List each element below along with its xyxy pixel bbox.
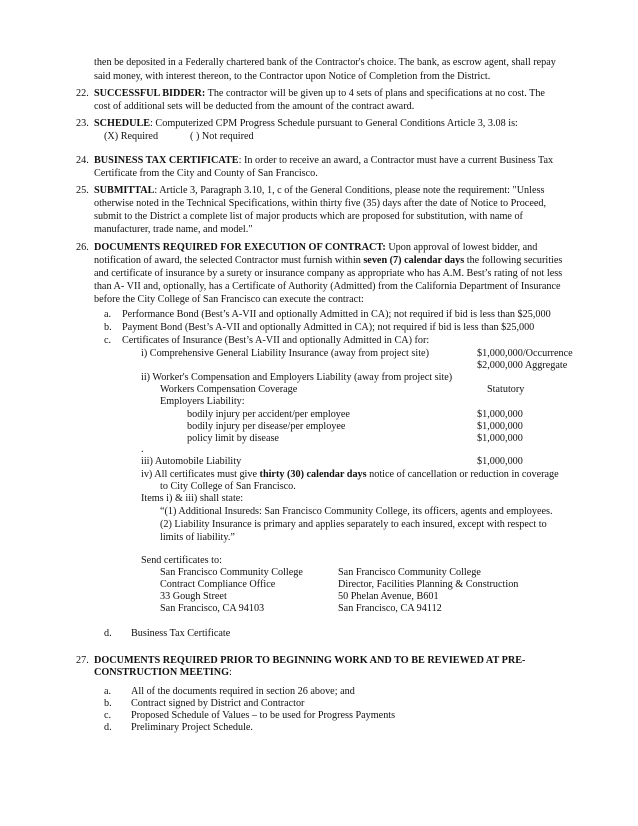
coverage-amount: $1,000,000 <box>477 433 523 444</box>
section-title: CONSTRUCTION MEETING <box>94 667 230 678</box>
item-text: Contract signed by District and Contractor <box>131 698 305 709</box>
item-letter: b. <box>104 322 112 333</box>
section-title: DOCUMENTS REQUIRED PRIOR TO BEGINNING WORK AND TO BE REVIEWED AT PRE- <box>94 655 526 666</box>
section-27-line <box>94 667 232 679</box>
coverage-amount: Statutory <box>487 384 525 395</box>
item-text: Certificates of Insurance (Best’s A-VII and optionally Admitted in CA) for: <box>122 335 430 346</box>
section-24-line <box>94 155 553 167</box>
address-right: San Francisco, CA 94112 <box>338 603 442 614</box>
section-25-line: submit to the District a complete list of major products which are proposed for substitution, with name of <box>94 211 523 222</box>
insurance-item: iii) Automobile Liability <box>141 456 242 467</box>
intro-line: said money, with interest thereon, to the Contractor upon Notice of Completion from the District. <box>94 71 491 82</box>
item-letter: c. <box>104 335 112 346</box>
insurance-amount: $1,000,000/Occurrence <box>477 348 573 359</box>
send-to-label: Send certificates to: <box>141 555 222 566</box>
item-letter: d. <box>104 628 112 639</box>
section-25-line: otherwise noted in the Technical Specifications, within thirty five (35) days after the date of Notice to Proceed, <box>94 198 547 209</box>
section-text: The contractor will be given up to 4 sets of plans and specifications at no cost. The <box>205 88 545 99</box>
address-left: San Francisco Community College <box>160 567 303 578</box>
item-text: Payment Bond (Best’s A-VII and optionally Admitted in CA); not required if bid is less than $25,000 <box>122 322 535 333</box>
section-23-line <box>94 118 518 130</box>
section-26-line: than A- VII and, optionally, has a Certificate of Authority (Admitted) from the California Department of Insurance <box>94 281 561 292</box>
insurance-item: ii) Worker's Compensation and Employers Liability (away from project site) <box>141 372 453 383</box>
emphasis-text: thirty (30) calendar days <box>259 469 367 480</box>
item-text: notice of cancellation or reduction in coverage <box>366 469 559 480</box>
section-text: notification of award, the selected Contractor must furnish within <box>94 255 364 266</box>
option-required: (X) Required <box>104 131 159 142</box>
section-number: 22. <box>76 88 89 99</box>
section-title: BUSINESS TAX CERTIFICATE <box>94 155 239 166</box>
section-26-line <box>94 242 537 254</box>
section-text: : Computerized CPM Progress Schedule pursuant to General Conditions Article 3, 3.08 is: <box>150 118 518 129</box>
section-number: 23. <box>76 118 89 129</box>
coverage-label: Employers Liability: <box>160 396 245 407</box>
emphasis-text: seven (7) calendar days <box>363 255 465 266</box>
section-text: : <box>229 667 232 678</box>
item-text: Proposed Schedule of Values – to be used for Progress Payments <box>131 710 396 721</box>
section-title: SCHEDULE <box>94 118 151 129</box>
section-number: 27. <box>76 655 89 666</box>
section-title: DOCUMENTS REQUIRED FOR EXECUTION OF CONTRACT: <box>94 242 386 253</box>
section-22-line <box>94 88 545 100</box>
address-left: 33 Gough Street <box>160 591 227 602</box>
section-27-line <box>94 655 525 667</box>
item-text: All of the documents required in section 26 above; and <box>131 686 355 697</box>
insurance-item: to City College of San Francisco. <box>160 481 296 492</box>
insured-quote: “(1) Additional Insureds: San Francisco Community College, its officers, agents and employees. <box>160 506 553 517</box>
item-text: Performance Bond (Best’s A-VII and optionally Admitted in CA); not required if bid is less than $25,000 <box>122 309 551 320</box>
address-right: Director, Facilities Planning & Construction <box>338 579 519 590</box>
item-letter: d. <box>104 722 112 733</box>
item-text: iv) All certificates must give <box>141 469 260 480</box>
address-right: San Francisco Community College <box>338 567 481 578</box>
coverage-label: bodily injury per accident/per employee <box>187 409 350 420</box>
section-26-line <box>94 255 562 267</box>
item-text: Business Tax Certificate <box>131 628 231 639</box>
section-text: : In order to receive an award, a Contractor must have a current Business Tax <box>238 155 554 166</box>
coverage-label: bodily injury per disease/per employee <box>187 421 346 432</box>
section-26-line: and certificate of insurance by a surety or insurance company as appropriate who has A.M. Best’s rating of not less <box>94 268 563 279</box>
section-text: the following securities <box>464 255 563 266</box>
insurance-amount: $1,000,000 <box>477 456 523 467</box>
option-not-required: ( ) Not required <box>190 131 254 142</box>
section-25-line: manufacturer, trade name, and model." <box>94 224 253 235</box>
section-22-line: cost of additional sets will be deducted from the amount of the contract award. <box>94 101 415 112</box>
section-number: 26. <box>76 242 89 253</box>
section-number: 24. <box>76 155 89 166</box>
section-24-line: Certificate from the City and County of San Francisco. <box>94 168 318 179</box>
coverage-amount: $1,000,000 <box>477 409 523 420</box>
stray-dot: . <box>141 444 144 455</box>
coverage-label: policy limit by disease <box>187 433 279 444</box>
address-left: San Francisco, CA 94103 <box>160 603 265 614</box>
section-26-line: before the City College of San Francisco can execute the contract: <box>94 294 364 305</box>
section-title: SUCCESSFUL BIDDER: <box>94 88 206 99</box>
address-left: Contract Compliance Office <box>160 579 276 590</box>
section-number: 25. <box>76 185 89 196</box>
insurance-item: i) Comprehensive General Liability Insurance (away from project site) <box>141 348 429 359</box>
item-text: Preliminary Project Schedule. <box>131 722 253 733</box>
insurance-item <box>141 469 559 481</box>
coverage-amount: $1,000,000 <box>477 421 523 432</box>
item-letter: a. <box>104 309 112 320</box>
section-title: SUBMITTAL <box>94 185 155 196</box>
item-letter: a. <box>104 686 112 697</box>
items-state-label: Items i) & iii) shall state: <box>141 493 244 504</box>
item-letter: b. <box>104 698 112 709</box>
insured-quote: limits of liability.” <box>160 532 235 543</box>
item-letter: c. <box>104 710 112 721</box>
section-text: Upon approval of lowest bidder, and <box>385 242 538 253</box>
section-text: : Article 3, Paragraph 3.10, 1, c of the General Conditions, please note the requirement: "Unless <box>154 185 545 196</box>
address-right: 50 Phelan Avenue, B601 <box>338 591 439 602</box>
insured-quote: (2) Liability Insurance is primary and applies separately to each insured, except with respect to <box>160 519 547 530</box>
coverage-label: Workers Compensation Coverage <box>160 384 298 395</box>
insurance-amount: $2,000,000 Aggregate <box>477 360 568 371</box>
intro-line: then be deposited in a Federally chartered bank of the Contractor's choice. The bank, as escrow agent, shall repay <box>94 57 556 68</box>
section-25-line <box>94 185 544 197</box>
